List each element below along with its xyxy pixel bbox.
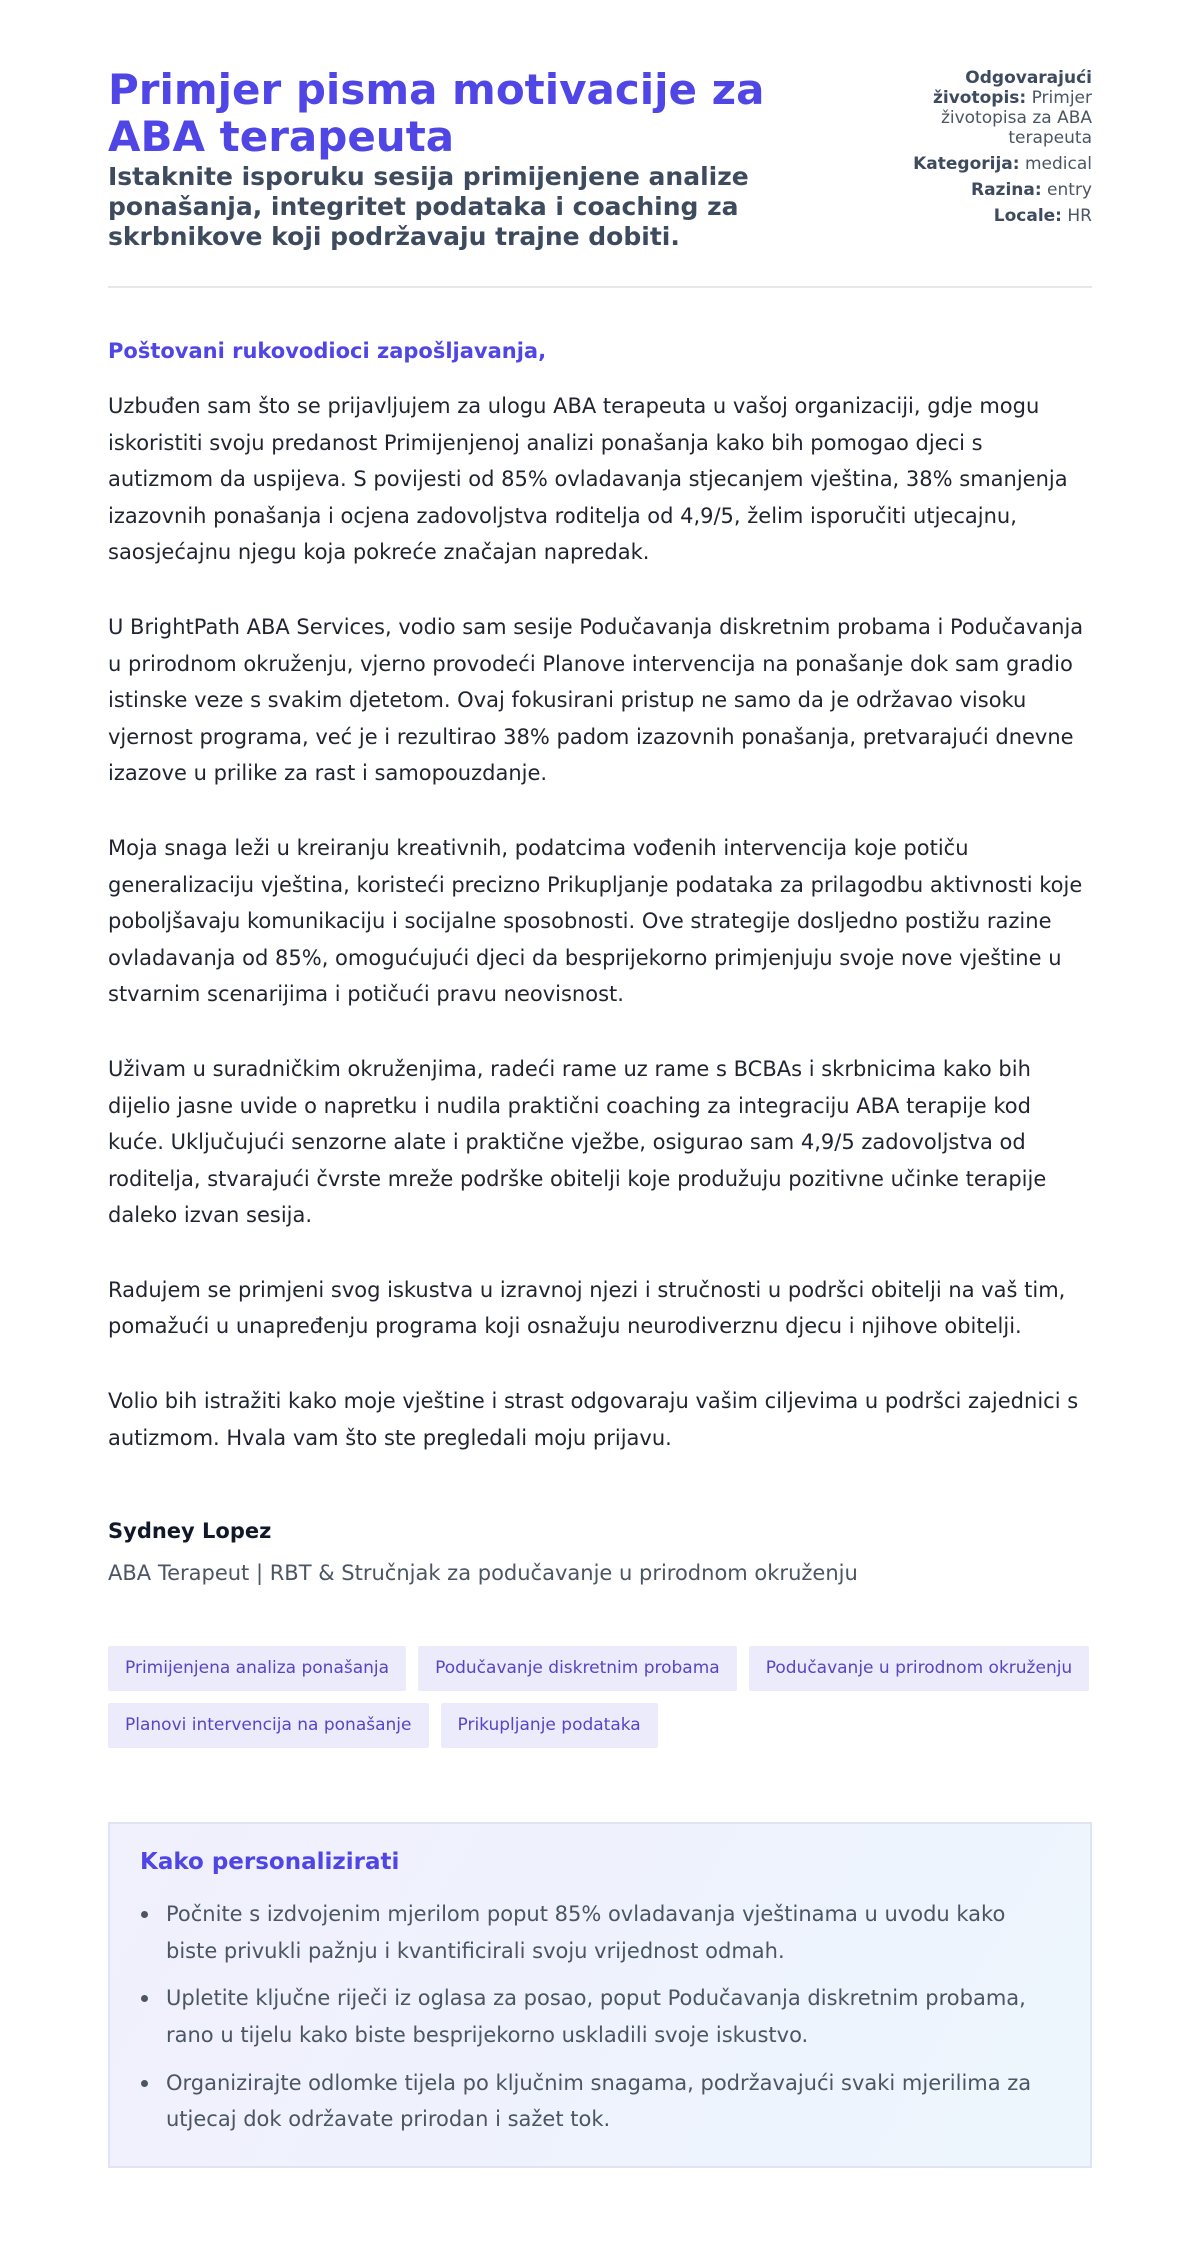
bullet-icon — [141, 2080, 148, 2087]
tips-list — [140, 1896, 1060, 2138]
bullet-icon — [141, 1995, 148, 2002]
letter-paragraph: Uživam u suradničkim okruženjima, radeći rame uz rame s BCBAs i skrbnicima kako bih dijelio jasne uvide o napretku i nudila praktični coaching za integraciju ABA terapije kod kuće. Uključujući senzorne alate i praktične vježbe, osigurao sam 4,9/5 zadovoljstva od roditelja, stvarajući čvrste mreže podrške obitelji koje produžuju pozitivne učinke terapije daleko izvan sesija. — [108, 1056, 1047, 1228]
header-titles — [108, 66, 868, 252]
meta-key: Kategorija: — [913, 154, 1020, 174]
letter-greeting: Poštovani rukovodioci zapošljavanja, — [108, 339, 547, 363]
meta-key: Razina: — [970, 180, 1042, 200]
tip-item — [140, 1980, 1060, 2053]
meta-level — [912, 180, 1092, 200]
signature-block — [108, 1516, 1092, 1588]
tip-text: Počnite s izdvojenim mjerilom poput 85% ovladavanja vještinama u uvodu kako biste privukli pažnju i kvantificirali svoju vrijednost odmah. — [166, 1902, 1006, 1963]
letter-body — [108, 336, 1092, 1456]
meta-value: HR — [1067, 206, 1092, 226]
skill-tag: Primijenjena analiza ponašanja — [108, 1646, 406, 1691]
letter-paragraph: Radujem se primjeni svog iskustva u izravnoj njezi i stručnosti u podršci obitelji na vaš tim, pomažući u unapređenju programa koji osnažuju neurodiverznu djecu i njihove obitelji. — [108, 1277, 1066, 1339]
skill-tag: Podučavanje diskretnim probama — [418, 1646, 737, 1691]
letter-paragraph: Volio bih istražiti kako moje vještine i strast odgovaraju vašim ciljevima u podršci zajednici s autizmom. Hvala vam što ste pregledali moju prijavu. — [108, 1389, 1079, 1450]
page-subtitle: Istaknite isporuku sesija primijenjene analize ponašanja, integritet podataka i coaching za skrbnikove koji podržavaju trajne dobiti. — [108, 162, 749, 251]
skill-tag: Planovi intervencija na ponašanje — [108, 1703, 429, 1748]
meta-value: Primjer životopisa za ABA terapeuta — [940, 88, 1092, 148]
letter-paragraph: Moja snaga leži u kreiranju kreativnih, podatcima vođenih intervencija koje potiču generalizaciju vještina, koristeći precizno Prikupljanje podataka za prilagodbu aktivnosti koje poboljšavaju komunikaciju i socijalne sposobnosti. Ove strategije dosljedno postižu razine ovladavanja od 85%, omogućujući djeci da besprijekorno primjenjuju svoje nove vještine u stvarnim scenarijima i potičući pravu neovisnost. — [108, 835, 1083, 1007]
bullet-icon — [141, 1911, 148, 1918]
meta-locale — [912, 206, 1092, 226]
letter-paragraph: Uzbuđen sam što se prijavljujem za ulogu ABA terapeuta u vašoj organizaciji, gdje mogu iskoristiti svoju predanost Primijenjenoj analizi ponašanja kako bih pomogao djeci s autizmom da uspijeva. S povijesti od 85% ovladavanja stjecanjem vještina, 38% smanjenja izazovnih ponašanja i ocjena zadovoljstva roditelja od 4,9/5, želim isporučiti utjecajnu, saosjećajnu njegu koja pokreće značajan napredak. — [108, 394, 1068, 565]
meta-key: Odgovarajući životopis: — [932, 68, 1092, 108]
letter-paragraph: U BrightPath ABA Services, vodio sam sesije Podučavanja diskretnim probama i Podučavanja u prirodnom okruženju, vjerno provodeći Planove intervencija na ponašanje dok sam gradio istinske veze s svakim djetetom. Ovaj fokusirani pristup ne samo da je održavao visoku vjernost programa, već je i rezultirao 38% padom izazovnih ponašanja, pretvarajući dnevne izazove u prilike za rast i samopouzdanje. — [108, 614, 1084, 786]
meta-value: entry — [1047, 180, 1092, 200]
page-title: Primjer pisma motivacije za ABA terapeuta — [108, 65, 765, 161]
tip-text: Upletite ključne riječi iz oglasa za posao, poput Podučavanja diskretnim probama, rano u tijelu kako biste besprijekorno uskladili svoje iskustvo. — [166, 1986, 1026, 2048]
document-header — [108, 66, 1092, 288]
tip-item — [140, 2065, 1060, 2138]
meta-key: Locale: — [993, 206, 1062, 226]
tip-item — [140, 1896, 1060, 1969]
skill-tags — [108, 1646, 1092, 1748]
meta-value: medical — [1024, 154, 1092, 174]
personalization-tips-box — [108, 1822, 1092, 2168]
skill-tag: Podučavanje u prirodnom okruženju — [749, 1646, 1090, 1691]
tips-title: Kako personalizirati — [140, 1849, 400, 1876]
meta-category — [912, 154, 1092, 174]
tip-text: Organizirajte odlomke tijela po ključnim snagama, podržavajući svaki mjerilima za utjecaj dok održavate prirodan i sažet tok. — [166, 2070, 1032, 2132]
meta-panel — [912, 66, 1092, 232]
skill-tag: Prikupljanje podataka — [441, 1703, 658, 1748]
meta-matching-resume — [912, 68, 1092, 148]
signature-name: Sydney Lopez — [108, 1519, 272, 1544]
signature-role: ABA Terapeut | RBT & Stručnjak za podučavanje u prirodnom okruženju — [108, 1561, 858, 1586]
